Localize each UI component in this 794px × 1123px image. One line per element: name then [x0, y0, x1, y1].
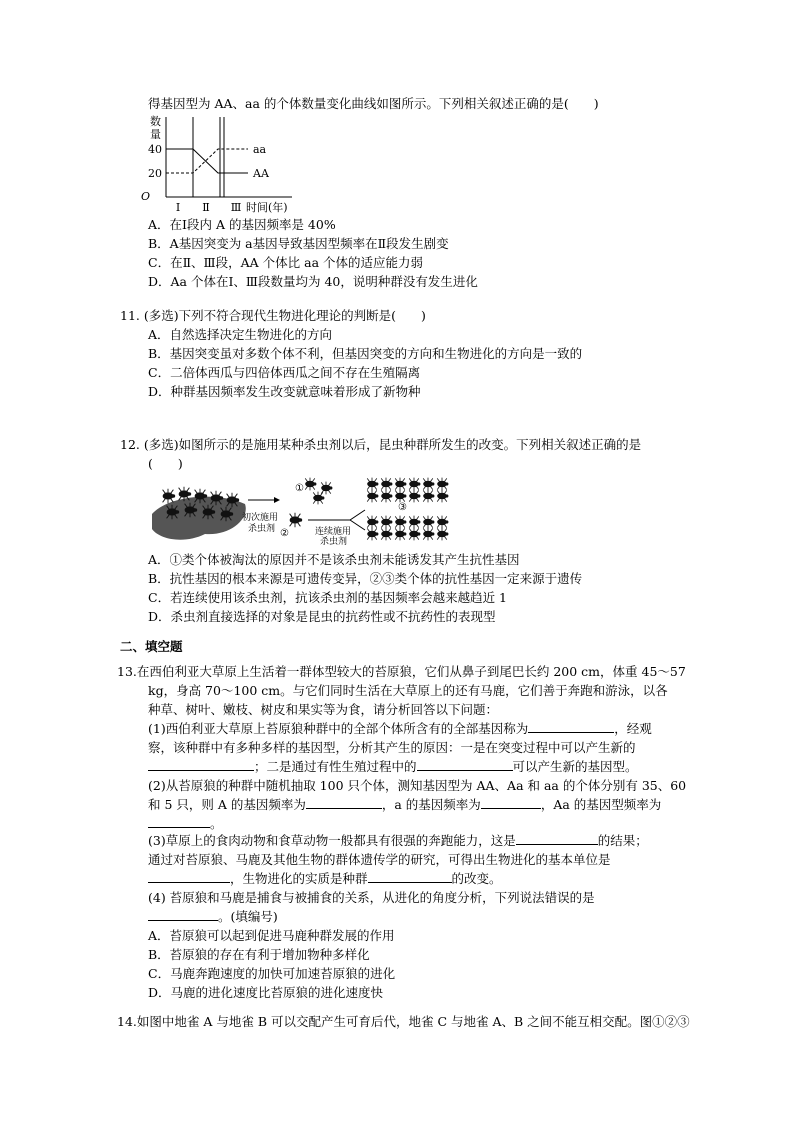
beetle-icon: [409, 490, 420, 503]
q12-option: B．抗性基因的根本来源是可遗传变异，②③类个体的抗性基因一定来源于遗传: [148, 571, 583, 586]
q10-stem: 得基因型为 AA、aa 的个体数量变化曲线如图所示。下列相关叙述正确的是( ): [148, 96, 599, 111]
beetle-icon: [395, 478, 406, 491]
q13-part4-line1: (4) 苔原狼和马鹿是捕食与被捕食的关系，从进化的角度分析，下列说法错误的是: [148, 890, 595, 905]
q13-part1-line3: ；二是通过有性生殖过程中的 可以产生新的基因型。: [148, 758, 638, 775]
q10-option: D．Aa 个体在Ⅰ、Ⅲ段数量均为 40，说明种群没有发生进化: [148, 274, 478, 289]
q13-line-3: 种草、树叶、嫩枝、树皮和果实等为食，请分析回答以下问题：: [148, 702, 499, 717]
beetle-icon: [423, 516, 434, 529]
answer-blank[interactable]: [516, 832, 598, 845]
x-axis-label: 时间(年): [246, 201, 288, 214]
q13-part3-line3: ，生物进化的实质是种群 的改变。: [148, 870, 502, 887]
beetle-icon: [381, 478, 392, 491]
population-chart: [138, 113, 298, 218]
period-label: Ⅲ: [230, 201, 242, 214]
q13-option: C．马鹿奔跑速度的加快可加速苔原狼的进化: [148, 966, 396, 981]
q13-part2-line1: (2)从苔原狼的种群中随机抽取 100 只个体，测知基因型为 AA、Aa 和 aa 的个体分别有 35、60: [148, 778, 687, 793]
q13-option: B．苔原狼的存在有利于增加物种多样化: [148, 947, 370, 962]
beetle-icon: [367, 490, 378, 503]
origin-label: O: [141, 190, 151, 203]
q13-line-1: 13.在西伯利亚大草原上生活着一群体型较大的苔原狼，它们从鼻子到尾巴长约 200 cm，体重 45～57: [117, 664, 686, 679]
answer-blank[interactable]: [417, 758, 513, 771]
section-heading: 二、填空题: [120, 639, 183, 654]
q11-option: D．种群基因频率发生改变就意味着形成了新物种: [148, 384, 421, 399]
q12-option: D．杀虫剂直接选择的对象是昆虫的抗药性或不抗药性的表现型: [148, 609, 496, 624]
answer-blank[interactable]: [306, 796, 382, 809]
series-line-aa: [166, 149, 248, 173]
q13-option: A．苔原狼可以起到促进马鹿种群发展的作用: [148, 928, 395, 943]
q12-option: C．若连续使用该杀虫剂，抗该杀虫剂的基因频率会越来越趋近 1: [148, 590, 507, 605]
q10-option: B．A基因突变为 a基因导致基因型频率在Ⅱ段发生剧变: [148, 236, 449, 251]
beetle-icon: [381, 528, 392, 541]
beetle-icon: [437, 490, 448, 503]
beetle-icon: [395, 516, 406, 529]
arrow-head: [274, 497, 280, 503]
dead-beetle-icon: [305, 478, 316, 491]
q11-option: B．基因突变虽对多数个体不利，但基因突变的方向和生物进化的方向是一致的: [148, 346, 583, 361]
q10-option: C．在Ⅱ、Ⅲ段，AA 个体比 aa 个体的适应能力弱: [148, 255, 423, 270]
insecticide-figure: [150, 474, 455, 546]
series-label-aa: aa: [253, 143, 267, 156]
beetle-icon: [381, 490, 392, 503]
y-tick-label: 40: [148, 143, 162, 156]
beetle-icon: [409, 516, 420, 529]
q11-stem: 11. (多选)下列不符合现代生物进化理论的判断是( ): [120, 308, 426, 323]
beetle-icon: [423, 478, 434, 491]
q13-part2-line3: 。: [148, 815, 223, 832]
beetle-icon: [437, 528, 448, 541]
mark-1: ①: [295, 483, 304, 494]
y-axis-label-2: 量: [150, 128, 161, 141]
q13-part4-line2: 。(填编号): [148, 908, 278, 925]
q11-option: C．二倍体西瓜与四倍体西瓜之间不存在生殖隔离: [148, 365, 421, 380]
beetle-icon: [409, 478, 420, 491]
beetle-icon: [290, 513, 303, 527]
q13-part2-line2: 和 5 只，则 A 的基因频率为 ，a 的基因频率为 ，Aa 的基因型频率为: [148, 797, 662, 812]
beetle-icon: [395, 528, 406, 541]
q13-option: D．马鹿的进化速度比苔原狼的进化速度快: [148, 985, 384, 1000]
beetle-icon: [367, 528, 378, 541]
mark-2: ②: [280, 528, 289, 539]
beetle-icon: [367, 516, 378, 529]
q11-option: A．自然选择决定生物进化的方向: [148, 327, 333, 342]
dead-beetle-icon: [313, 492, 324, 505]
first-use-label: 初次施用: [242, 513, 279, 523]
answer-blank[interactable]: [528, 720, 614, 733]
q13-part1-line1: (1)西伯利亚大草原上苔原狼种群中的全部个体所含有的全部基因称为 ，经观: [148, 721, 652, 736]
mark-3: ③: [398, 502, 407, 513]
q12-stem-paren: ( ): [148, 456, 183, 471]
y-tick-label: 20: [148, 167, 162, 180]
beetle-icon: [423, 528, 434, 541]
q13-line-2: kg，身高 70～100 cm。与它们同时生活在大草原上的还有马鹿，它们善于奔跑和游泳，以各: [148, 683, 668, 698]
answer-blank[interactable]: [148, 870, 230, 883]
continued-use-label: 连续施用: [315, 527, 352, 537]
first-use-label: 杀虫剂: [248, 524, 276, 534]
beetle-icon: [367, 478, 378, 491]
answer-blank[interactable]: [148, 758, 254, 771]
y-axis-label-1: 数: [150, 115, 161, 128]
period-label: Ⅱ: [202, 201, 210, 214]
series-label-AA: AA: [253, 167, 269, 180]
beetle-icon: [437, 478, 448, 491]
q13-part1-line2: 察，该种群中有多种多样的基因型，分析其产生的原因：一是在突变过程中可以产生新的: [148, 740, 636, 755]
q13-part3-line1: (3)草原上的食肉动物和食草动物一般都具有很强的奔跑能力，这是 的结果；: [148, 833, 648, 848]
answer-blank[interactable]: [368, 870, 452, 883]
q10-option: A．在Ⅰ段内 A 的基因频率是 40%: [148, 217, 336, 232]
beetle-icon: [395, 490, 406, 503]
q12-stem: 12. (多选)如图所示的是施用某种杀虫剂以后，昆虫种群所发生的改变。下列相关叙述正确的是: [120, 437, 642, 452]
q12-option: A．①类个体被淘汰的原因并不是该杀虫剂未能诱发其产生抗性基因: [148, 552, 520, 567]
q14-line-1: 14.如图中地雀 A 与地雀 B 可以交配产生可育后代，地雀 C 与地雀 A、B 之间不能互相交配。图①②③: [117, 1014, 690, 1029]
beetle-icon: [423, 490, 434, 503]
answer-blank[interactable]: [148, 815, 210, 828]
q13-part3-line2: 通过对苔原狼、马鹿及其他生物的群体遗传学的研究，可得出生物进化的基本单位是: [148, 852, 611, 867]
continued-use-label: 杀虫剂: [320, 537, 348, 546]
series-line-AA: [166, 149, 248, 173]
beetle-icon: [163, 489, 176, 503]
beetle-icon: [381, 516, 392, 529]
beetle-icon: [409, 528, 420, 541]
answer-blank[interactable]: [148, 908, 218, 921]
period-label: Ⅰ: [175, 201, 181, 214]
answer-blank[interactable]: [481, 796, 541, 809]
beetle-icon: [437, 516, 448, 529]
